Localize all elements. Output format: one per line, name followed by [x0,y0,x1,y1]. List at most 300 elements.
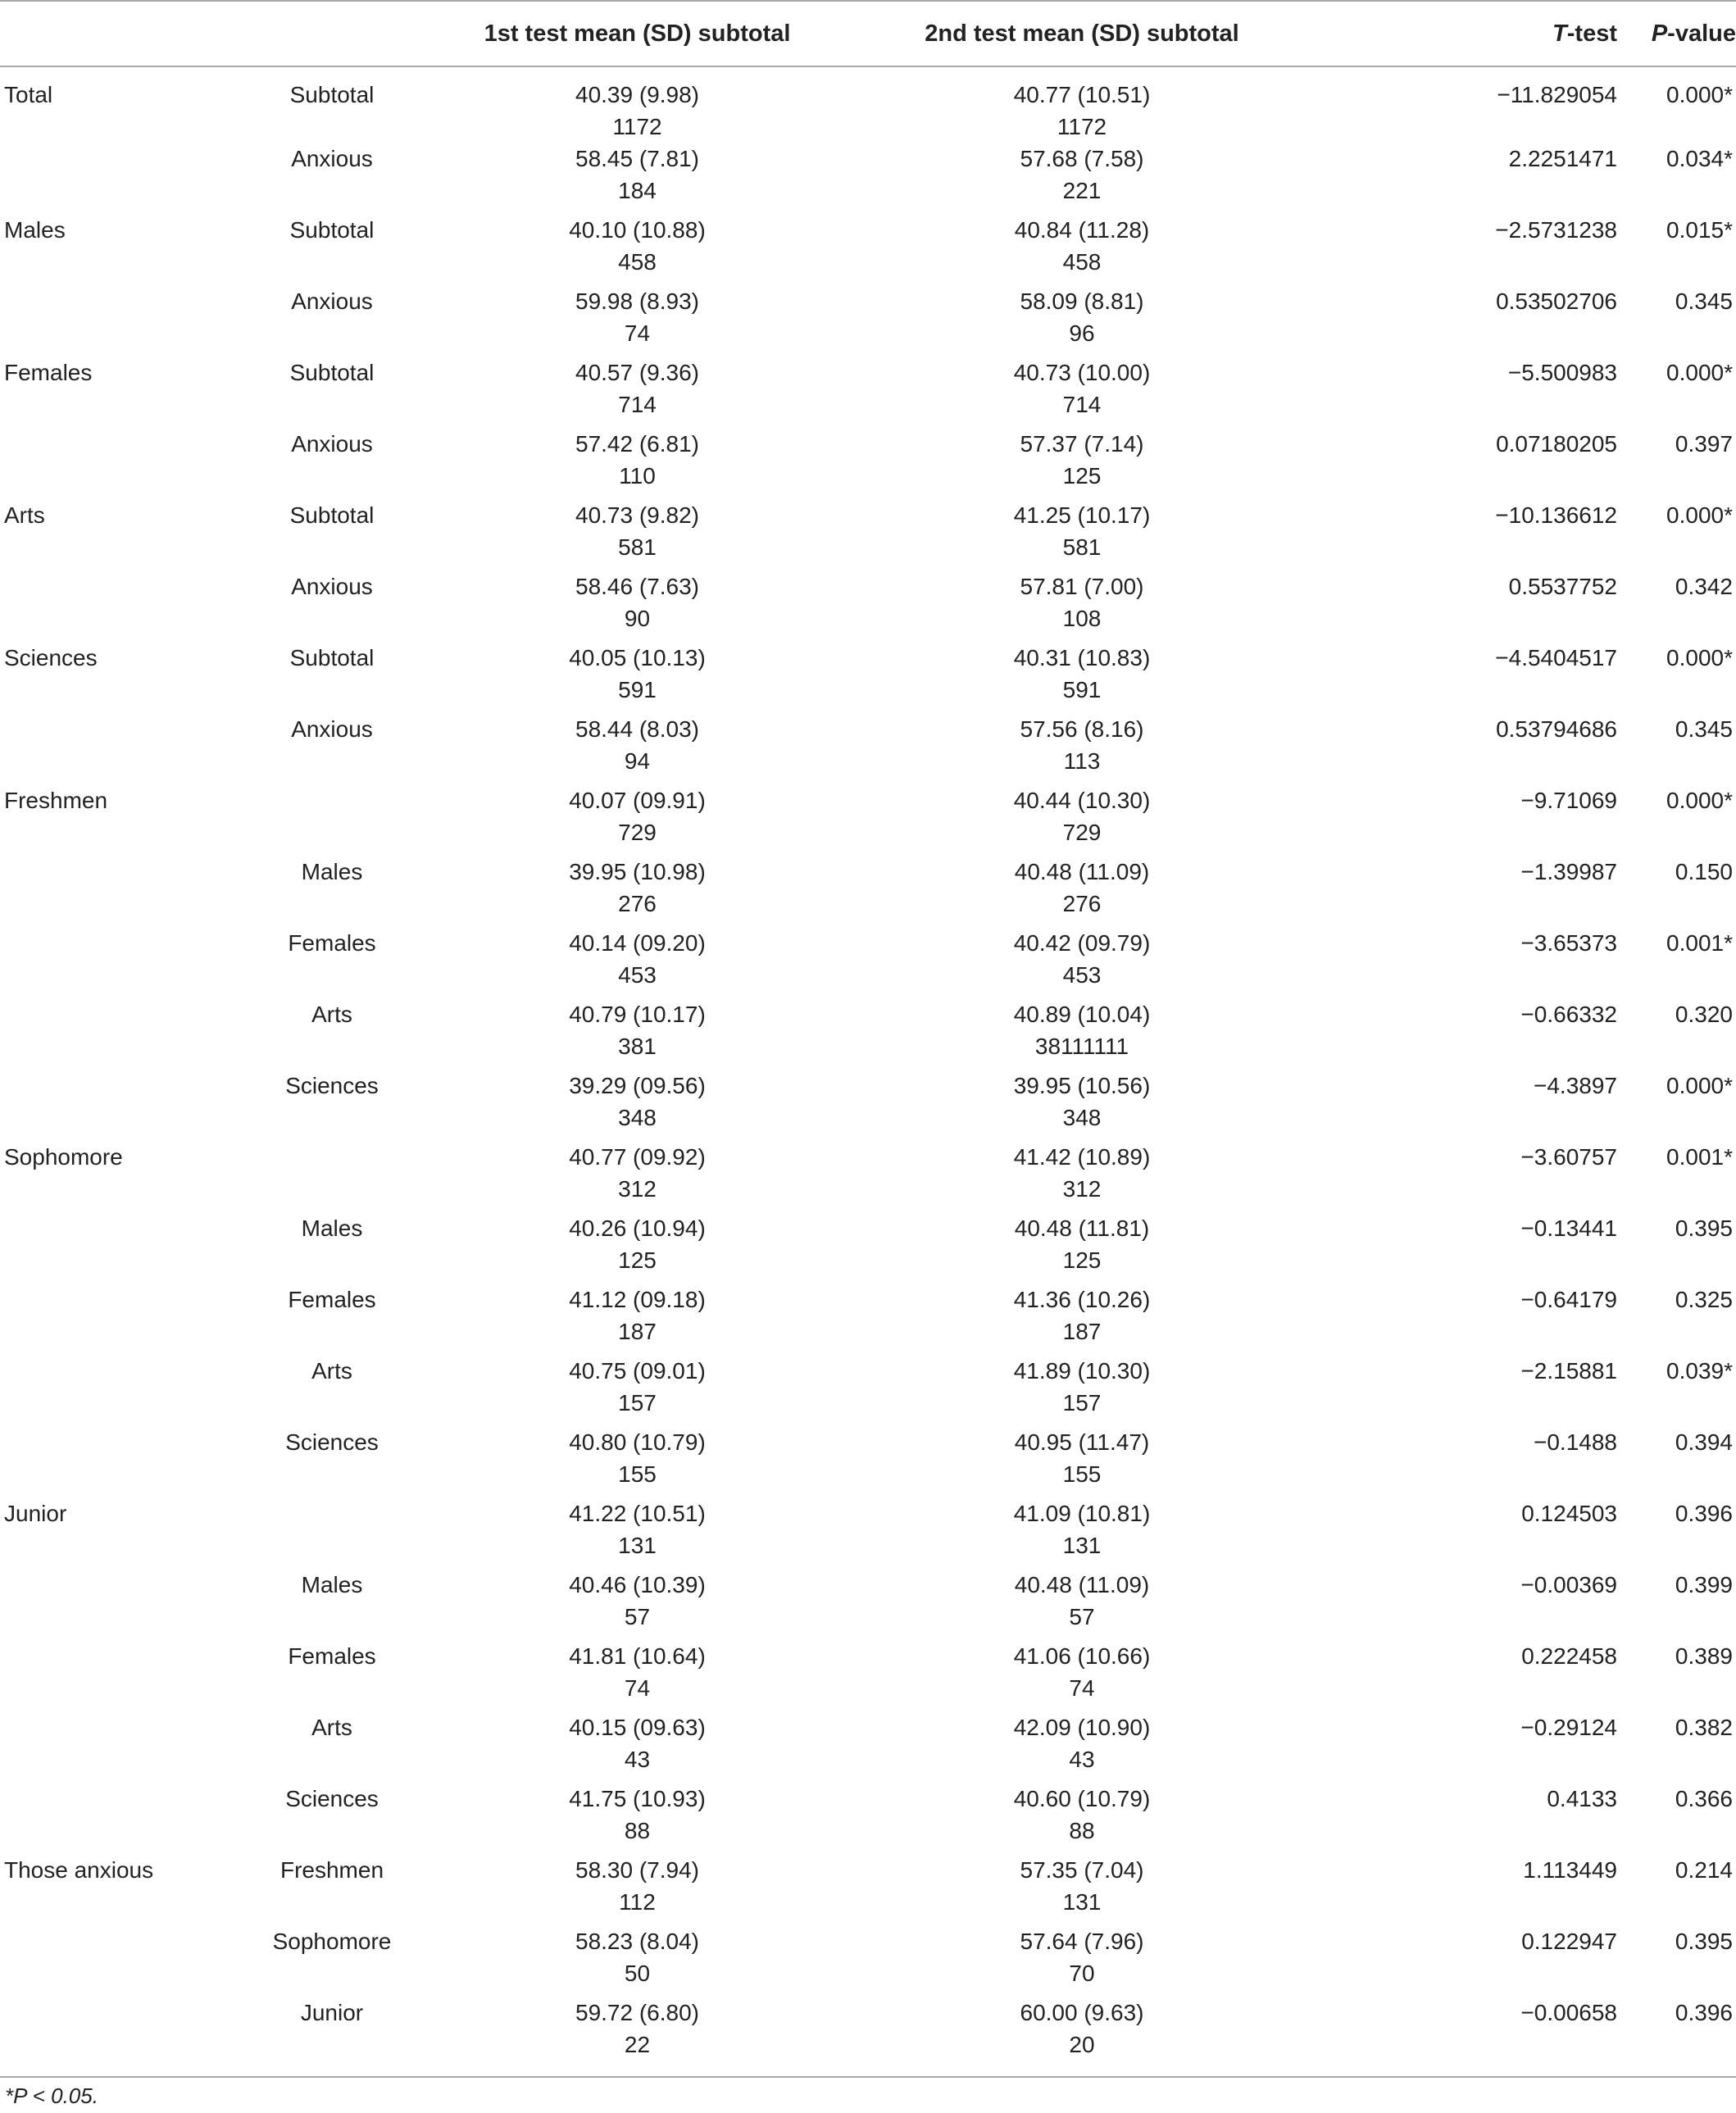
table-row [0,1783,1736,1854]
first-test-cell [414,1355,861,1426]
group-cell [0,927,250,998]
first-test-subtotal: 348 [618,1105,657,1130]
group-label: Males [4,217,66,243]
t-test-cell [1303,66,1617,143]
header-p-value [1617,1,1736,66]
p-value: 0.366 [1675,1786,1733,1811]
first-test-cell [414,1925,861,1997]
first-test-subtotal: 88 [624,1818,651,1843]
table-body [0,66,1736,2068]
first-test-subtotal: 184 [618,178,657,203]
second-test-subtotal: 714 [1062,392,1102,417]
table-bottom-rule [0,2076,1736,2078]
second-test-subtotal: 1172 [1057,114,1107,139]
first-test-subtotal: 187 [618,1319,657,1344]
t-test-value: −0.00369 [1520,1572,1617,1597]
p-value: 0.150 [1675,859,1733,884]
first-test-mean-sd: 40.15 (09.63) [569,1715,706,1740]
subgroup-cell [250,1925,414,1997]
t-test-cell [1303,1783,1617,1854]
first-test-mean-sd: 57.42 (6.81) [575,431,699,457]
subgroup-label: Junior [300,2000,364,2025]
p-value-cell [1617,428,1736,499]
first-test-cell [414,784,861,856]
subgroup-label: Females [288,1643,376,1669]
group-cell [0,1284,250,1355]
table-row [0,357,1736,428]
first-test-subtotal: 276 [618,891,657,916]
second-test-subtotal: 113 [1063,748,1101,774]
first-test-subtotal: 112 [619,1889,656,1915]
table-row [0,1141,1736,1212]
table-row [0,1569,1736,1640]
footnote: *P < 0.05. [5,2083,98,2108]
t-test-cell [1303,1212,1617,1284]
second-test-subtotal: 453 [1062,962,1102,988]
first-test-cell [414,1284,861,1355]
subgroup-label: Arts [311,1002,352,1027]
second-test-mean-sd: 40.95 (11.47) [1014,1429,1150,1455]
first-test-subtotal: 74 [624,1675,651,1701]
table-row [0,428,1736,499]
t-test-value: −0.13441 [1520,1216,1617,1241]
group-cell [0,1497,250,1569]
t-test-value: 1.113449 [1523,1857,1617,1883]
t-test-cell [1303,1070,1617,1141]
subgroup-label: Anxious [291,146,373,171]
subgroup-cell [250,499,414,570]
table-row [0,642,1736,713]
second-test-mean-sd: 42.09 (10.90) [1013,1715,1151,1740]
first-test-subtotal: 729 [618,820,657,845]
second-test-subtotal: 20 [1069,2032,1095,2057]
first-test-subtotal: 125 [618,1247,657,1273]
table-row [0,1497,1736,1569]
subgroup-cell [250,1497,414,1569]
second-test-cell [861,927,1303,998]
header-t-suffix: -test [1566,20,1617,47]
subgroup-cell [250,1355,414,1426]
t-test-value: −1.39987 [1520,859,1617,884]
second-test-cell [861,1569,1303,1640]
p-value: 0.345 [1675,289,1733,314]
subgroup-cell [250,927,414,998]
table-row [0,1711,1736,1783]
t-test-value: −3.65373 [1520,930,1617,956]
second-test-mean-sd: 41.25 (10.17) [1013,502,1151,528]
p-value-cell [1617,1640,1736,1711]
group-label: Sophomore [4,1144,123,1170]
second-test-cell [861,143,1303,214]
t-test-value: 2.2251471 [1508,146,1617,171]
subgroup-label: Freshmen [279,1857,384,1883]
first-test-subtotal: 157 [618,1390,657,1415]
subgroup-cell [250,1070,414,1141]
p-value: 0.000* [1666,788,1733,813]
second-test-mean-sd: 41.89 (10.30) [1013,1358,1151,1384]
group-cell [0,1854,250,1925]
subgroup-label: Anxious [291,574,373,599]
header-p-suffix: -value [1667,20,1736,47]
t-test-cell [1303,1497,1617,1569]
subgroup-label: Anxious [291,431,373,457]
group-label: Junior [4,1501,67,1526]
subgroup-label: Males [301,859,363,884]
t-test-value: −0.1488 [1534,1429,1617,1455]
t-test-cell [1303,1925,1617,1997]
subgroup-label: Sophomore [272,1929,392,1954]
second-test-cell [861,1497,1303,1569]
first-test-cell [414,570,861,642]
p-value-cell [1617,143,1736,214]
subgroup-label: Subtotal [289,82,375,107]
second-test-subtotal: 312 [1062,1176,1102,1202]
p-value: 0.394 [1675,1429,1733,1455]
p-value-cell [1617,1426,1736,1497]
p-value: 0.395 [1675,1216,1733,1241]
group-cell [0,1569,250,1640]
t-test-value: −4.5404517 [1495,645,1617,670]
first-test-cell [414,642,861,713]
second-test-mean-sd: 60.00 (9.63) [1020,2000,1144,2025]
second-test-subtotal: 43 [1069,1747,1095,1772]
first-test-mean-sd: 59.72 (6.80) [575,2000,699,2025]
first-test-mean-sd: 41.81 (10.64) [569,1643,706,1669]
second-test-cell [861,1711,1303,1783]
subgroup-label: Arts [311,1715,352,1740]
subgroup-cell [250,143,414,214]
second-test-mean-sd: 41.36 (10.26) [1013,1287,1151,1312]
subgroup-label: Females [288,930,376,956]
header-t-test [1303,1,1617,66]
first-test-subtotal: 43 [624,1747,651,1772]
header-subgroup [250,1,414,66]
second-test-mean-sd: 40.42 (09.79) [1013,930,1151,956]
group-label: Females [4,360,93,385]
p-value: 0.034* [1666,146,1733,171]
first-test-cell [414,998,861,1070]
second-test-mean-sd: 57.37 (7.14) [1020,431,1144,457]
p-value-cell [1617,1141,1736,1212]
second-test-mean-sd: 41.09 (10.81) [1013,1501,1151,1526]
subgroup-label: Subtotal [289,502,375,528]
first-test-mean-sd: 58.23 (8.04) [575,1929,699,1954]
p-value-cell [1617,856,1736,927]
subgroup-label: Anxious [291,289,373,314]
p-value: 0.395 [1675,1929,1733,1954]
p-value: 0.001* [1666,930,1733,956]
second-test-subtotal: 155 [1062,1461,1102,1487]
subgroup-label: Females [288,1287,376,1312]
second-test-cell [861,1212,1303,1284]
second-test-cell [861,66,1303,143]
first-test-cell [414,1569,861,1640]
subgroup-label: Sciences [285,1786,379,1811]
first-test-mean-sd: 40.75 (09.01) [569,1358,706,1384]
p-value: 0.389 [1675,1643,1733,1669]
subgroup-cell [250,1854,414,1925]
subgroup-cell [250,1711,414,1783]
subgroup-cell [250,784,414,856]
table-row [0,143,1736,214]
second-test-subtotal: 125 [1062,463,1102,488]
first-test-mean-sd: 40.73 (9.82) [575,502,699,528]
first-test-subtotal: 131 [618,1533,657,1558]
second-test-mean-sd: 40.48 (11.09) [1014,1572,1150,1597]
second-test-subtotal: 57 [1069,1604,1095,1629]
second-test-subtotal: 729 [1062,820,1102,845]
t-test-value: 0.4133 [1547,1786,1617,1811]
subgroup-cell [250,1997,414,2068]
second-test-subtotal: 131 [1062,1889,1102,1915]
p-value: 0.325 [1675,1287,1733,1312]
first-test-subtotal: 57 [624,1604,651,1629]
second-test-subtotal: 108 [1062,606,1102,631]
first-test-cell [414,1141,861,1212]
subgroup-label: Sciences [285,1429,379,1455]
first-test-mean-sd: 41.22 (10.51) [569,1501,706,1526]
second-test-subtotal: 88 [1069,1818,1095,1843]
table-row [0,285,1736,357]
first-test-cell [414,357,861,428]
first-test-mean-sd: 58.46 (7.63) [575,574,699,599]
table-row [0,927,1736,998]
first-test-cell [414,214,861,285]
subgroup-label: Arts [311,1358,352,1384]
t-test-cell [1303,1569,1617,1640]
second-test-subtotal: 276 [1062,891,1102,916]
second-test-mean-sd: 57.35 (7.04) [1020,1857,1144,1883]
second-test-mean-sd: 57.64 (7.96) [1020,1929,1144,1954]
subgroup-cell [250,1569,414,1640]
group-cell [0,1212,250,1284]
t-test-cell [1303,1997,1617,2068]
p-value-cell [1617,713,1736,784]
subgroup-cell [250,1284,414,1355]
p-value-cell [1617,1997,1736,2068]
second-test-subtotal: 70 [1069,1961,1095,1986]
first-test-cell [414,1497,861,1569]
t-test-cell [1303,357,1617,428]
group-cell [0,1640,250,1711]
second-test-subtotal: 131 [1062,1533,1102,1558]
t-test-cell [1303,499,1617,570]
first-test-cell [414,1070,861,1141]
subgroup-cell [250,214,414,285]
first-test-cell [414,856,861,927]
second-test-mean-sd: 57.56 (8.16) [1020,716,1144,742]
first-test-mean-sd: 40.05 (10.13) [569,645,706,670]
header-first-test: 1st test mean (SD) subtotal [484,20,791,47]
p-value-cell [1617,1355,1736,1426]
subgroup-cell [250,1212,414,1284]
table-row [0,713,1736,784]
second-test-cell [861,713,1303,784]
t-test-cell [1303,428,1617,499]
p-value-cell [1617,1783,1736,1854]
table-row [0,499,1736,570]
first-test-mean-sd: 39.95 (10.98) [569,859,706,884]
second-test-subtotal: 458 [1062,249,1102,275]
table-row [0,784,1736,856]
t-test-cell [1303,927,1617,998]
first-test-cell [414,713,861,784]
first-test-cell [414,285,861,357]
group-cell [0,143,250,214]
first-test-cell [414,1711,861,1783]
t-test-value: −3.60757 [1520,1144,1617,1170]
first-test-subtotal: 50 [624,1961,651,1986]
first-test-subtotal: 90 [624,606,651,631]
p-value: 0.396 [1675,2000,1733,2025]
p-value-cell [1617,784,1736,856]
table-row [0,856,1736,927]
subgroup-cell [250,1640,414,1711]
first-test-mean-sd: 40.79 (10.17) [569,1002,706,1027]
t-test-cell [1303,285,1617,357]
first-test-cell [414,143,861,214]
p-value: 0.001* [1666,1144,1733,1170]
group-cell [0,1997,250,2068]
second-test-mean-sd: 40.73 (10.00) [1013,360,1151,385]
second-test-cell [861,642,1303,713]
second-test-cell [861,214,1303,285]
table-row [0,1997,1736,2068]
t-test-cell [1303,143,1617,214]
table-row [0,1925,1736,1997]
p-value-cell [1617,1497,1736,1569]
first-test-subtotal: 110 [619,463,656,488]
p-value: 0.399 [1675,1572,1733,1597]
second-test-mean-sd: 40.77 (10.51) [1013,82,1151,107]
first-test-subtotal: 74 [624,320,651,346]
t-test-cell [1303,642,1617,713]
second-test-subtotal: 187 [1062,1319,1102,1344]
first-test-cell [414,499,861,570]
first-test-mean-sd: 40.77 (09.92) [569,1144,706,1170]
p-value-cell [1617,927,1736,998]
subgroup-cell [250,1783,414,1854]
subgroup-cell [250,856,414,927]
group-cell [0,1070,250,1141]
p-value-cell [1617,1925,1736,1997]
group-cell [0,1783,250,1854]
p-value: 0.345 [1675,716,1733,742]
p-value-cell [1617,1854,1736,1925]
first-test-subtotal: 458 [618,249,657,275]
group-cell [0,428,250,499]
first-test-mean-sd: 40.10 (10.88) [569,217,706,243]
subgroup-label: Subtotal [289,645,375,670]
p-value-cell [1617,570,1736,642]
header-second-test: 2nd test mean (SD) subtotal [925,20,1239,47]
p-value: 0.214 [1675,1857,1733,1883]
subgroup-label: Sciences [285,1073,379,1098]
t-test-cell [1303,1426,1617,1497]
first-test-cell [414,1997,861,2068]
group-cell [0,66,250,143]
group-cell [0,1355,250,1426]
second-test-mean-sd: 40.44 (10.30) [1013,788,1151,813]
t-test-value: −0.66332 [1520,1002,1617,1027]
p-value-cell [1617,1070,1736,1141]
t-test-value: −2.15881 [1520,1358,1617,1384]
first-test-mean-sd: 40.26 (10.94) [569,1216,706,1241]
first-test-mean-sd: 40.57 (9.36) [575,360,699,385]
p-value-cell [1617,499,1736,570]
second-test-subtotal: 348 [1062,1105,1102,1130]
t-test-cell [1303,1284,1617,1355]
t-test-value: 0.124503 [1521,1501,1617,1526]
t-test-cell [1303,214,1617,285]
subgroup-label: Subtotal [289,217,375,243]
first-test-mean-sd: 40.80 (10.79) [569,1429,706,1455]
first-test-subtotal: 381 [618,1034,657,1059]
p-value: 0.000* [1666,82,1733,107]
p-value: 0.382 [1675,1715,1733,1740]
group-cell [0,1711,250,1783]
second-test-cell [861,499,1303,570]
first-test-mean-sd: 40.14 (09.20) [569,930,706,956]
p-value-cell [1617,66,1736,143]
p-value-cell [1617,1711,1736,1783]
second-test-mean-sd: 58.09 (8.81) [1020,289,1144,314]
table-row [0,1640,1736,1711]
p-value: 0.000* [1666,1073,1733,1098]
first-test-cell [414,1854,861,1925]
group-cell [0,499,250,570]
subgroup-cell [250,1426,414,1497]
table-row [0,1070,1736,1141]
p-value-cell [1617,642,1736,713]
t-test-value: 0.07180205 [1496,431,1617,457]
t-test-cell [1303,856,1617,927]
first-test-mean-sd: 40.46 (10.39) [569,1572,706,1597]
t-test-cell [1303,1711,1617,1783]
p-value-cell [1617,998,1736,1070]
second-test-mean-sd: 40.89 (10.04) [1013,1002,1151,1027]
group-label: Freshmen [4,788,108,813]
second-test-mean-sd: 57.68 (7.58) [1020,146,1144,171]
t-test-value: −0.00658 [1520,2000,1617,2025]
second-test-cell [861,1854,1303,1925]
group-label: Total [4,82,53,107]
group-cell [0,1925,250,1997]
t-test-cell [1303,570,1617,642]
p-value: 0.039* [1666,1358,1733,1384]
first-test-subtotal: 94 [624,748,651,774]
first-test-cell [414,927,861,998]
second-test-mean-sd: 57.81 (7.00) [1020,574,1144,599]
group-cell [0,856,250,927]
subgroup-cell [250,998,414,1070]
second-test-cell [861,1640,1303,1711]
second-test-cell [861,1426,1303,1497]
p-value-cell [1617,1569,1736,1640]
p-value: 0.397 [1675,431,1733,457]
p-value-cell [1617,214,1736,285]
header-p-letter: P [1651,20,1668,47]
t-test-cell [1303,1854,1617,1925]
t-test-value: −0.29124 [1520,1715,1617,1740]
p-value: 0.320 [1675,1002,1733,1027]
subgroup-cell [250,357,414,428]
t-test-value: 0.5537752 [1508,574,1617,599]
t-test-cell [1303,784,1617,856]
p-value: 0.015* [1666,217,1733,243]
t-test-value: 0.222458 [1521,1643,1617,1669]
first-test-subtotal: 714 [618,392,657,417]
